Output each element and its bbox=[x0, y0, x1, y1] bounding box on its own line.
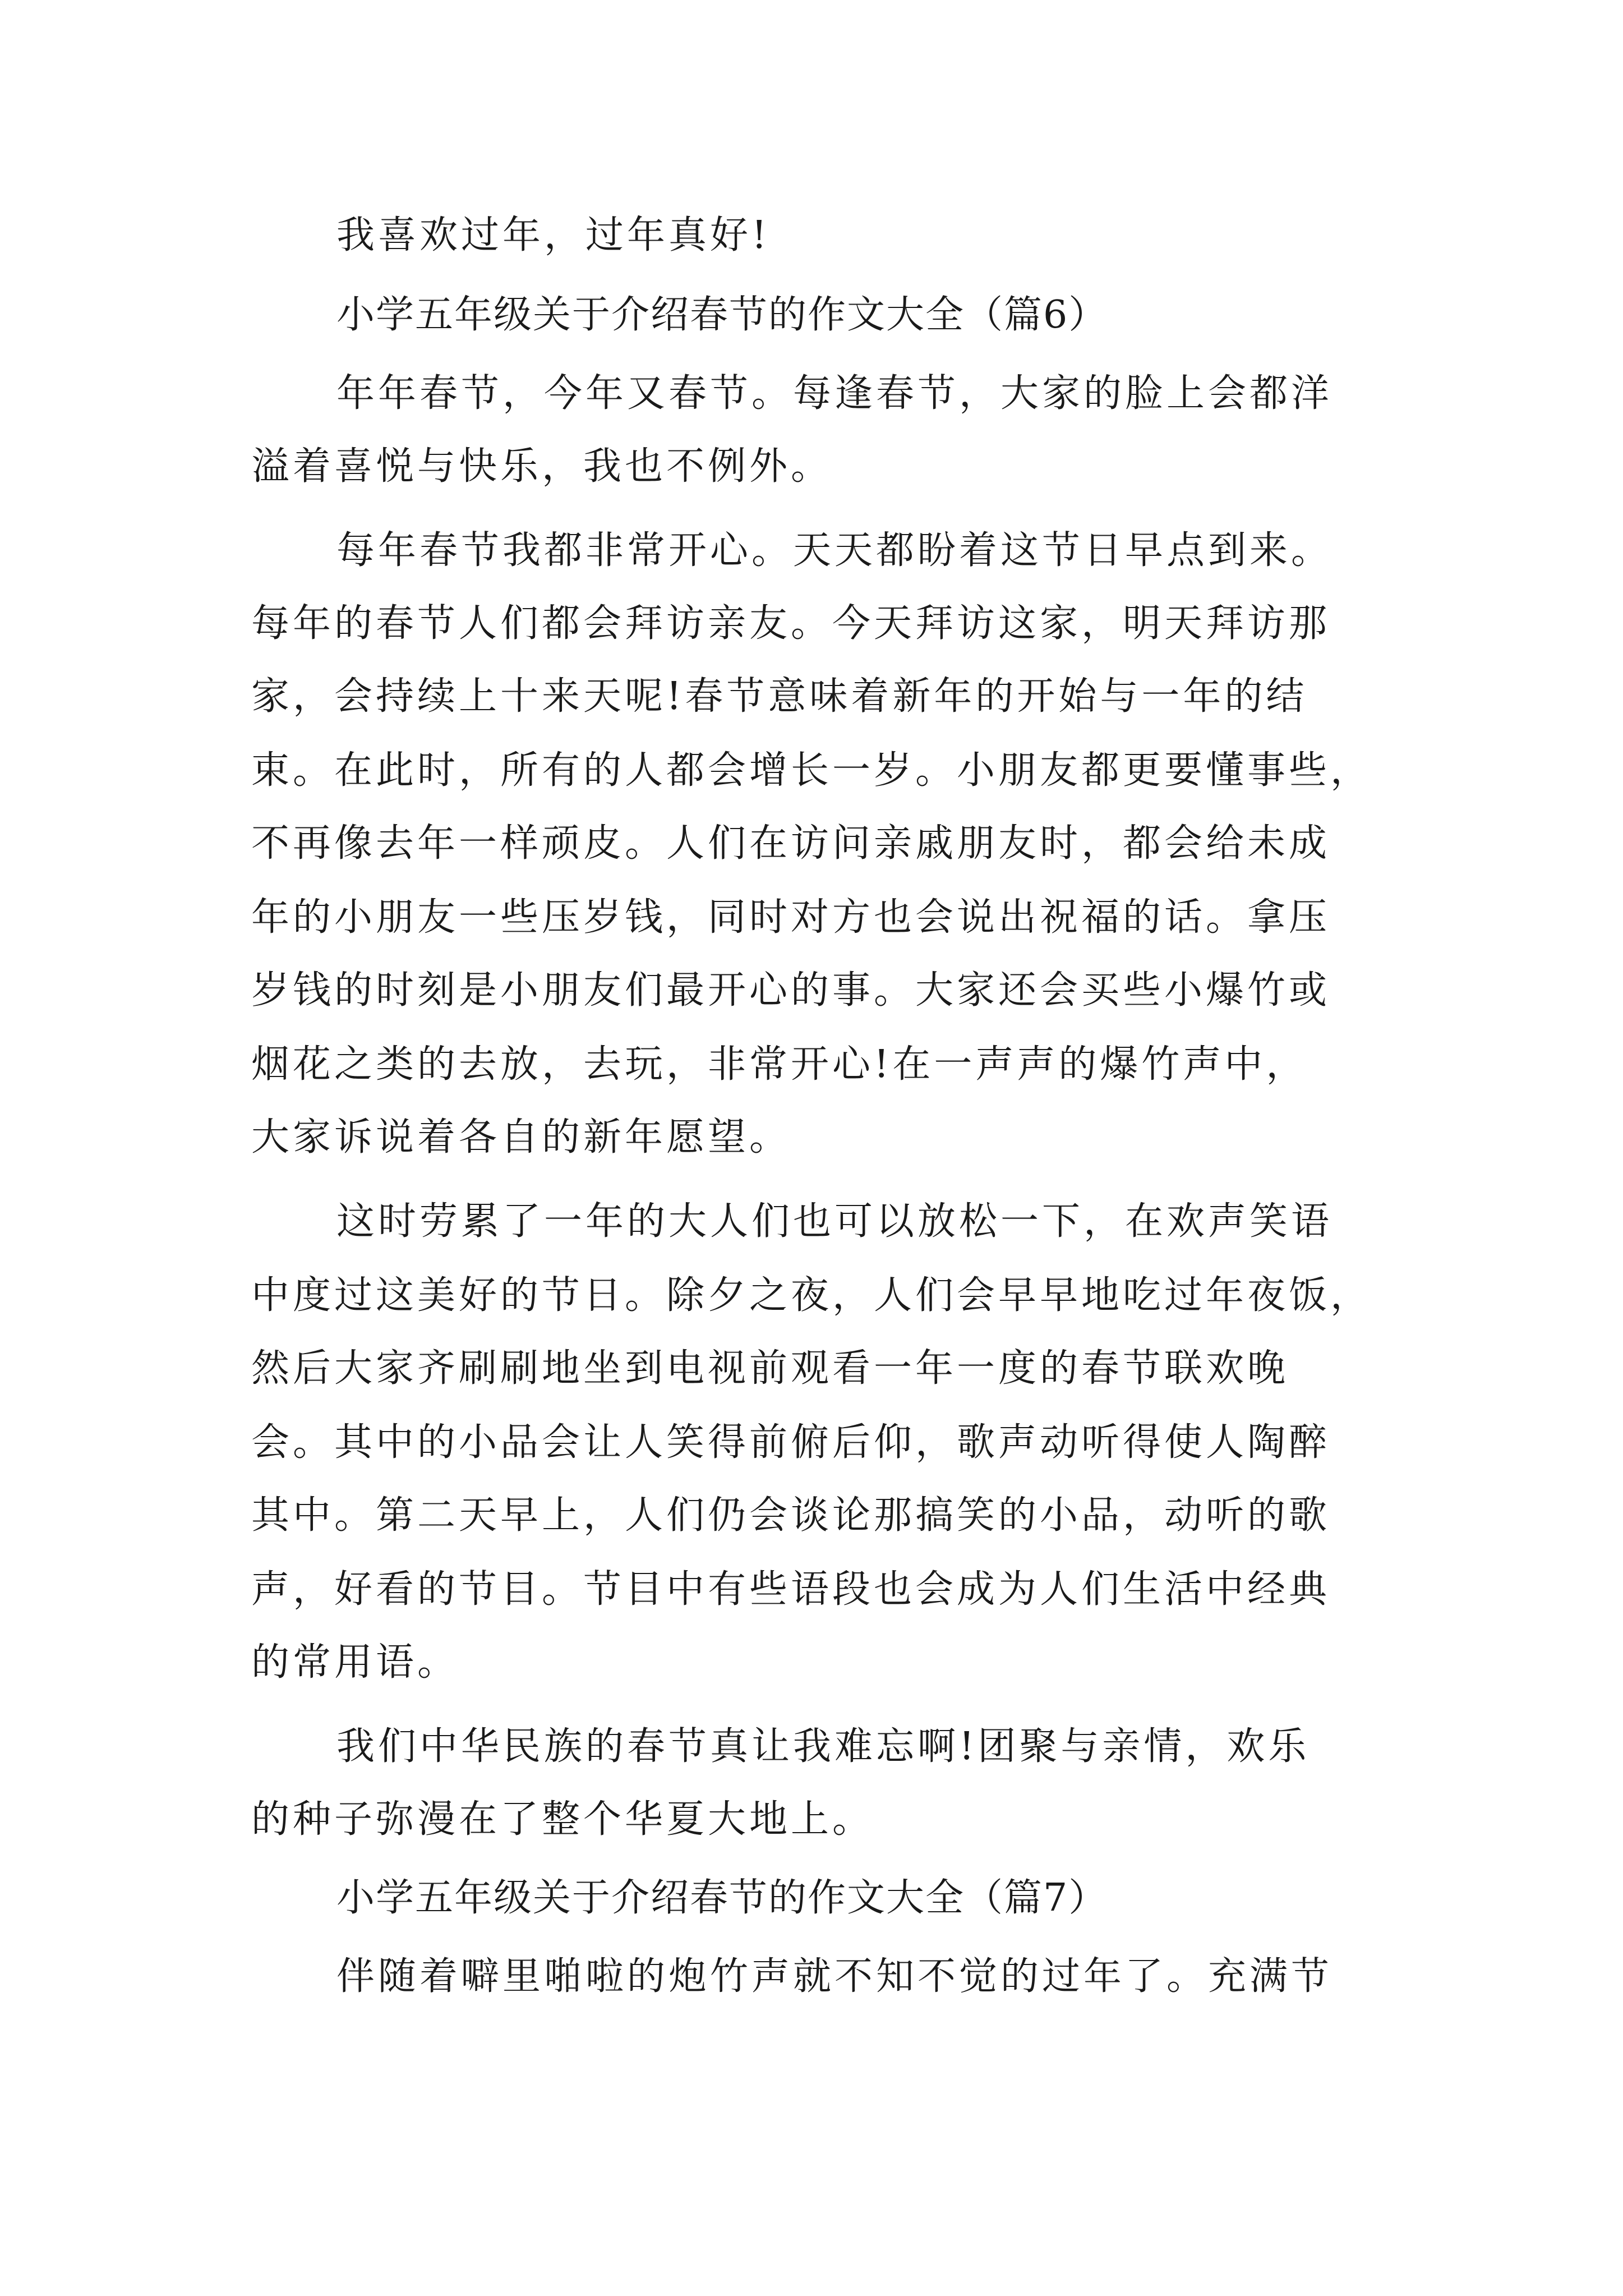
paragraph-line: 这时劳累了一年的大人们也可以放松一下，在欢声笑语 bbox=[336, 1199, 1333, 1244]
paragraph-line: 岁钱的时刻是小朋友们最开心的事。大家还会买些小爆竹或 bbox=[251, 968, 1331, 1013]
paragraph-line: 我们中华民族的春节真让我难忘啊!团聚与亲情，欢乐 bbox=[336, 1724, 1310, 1769]
paragraph-line: 声，好看的节目。节目中有些语段也会成为人们生活中经典 bbox=[251, 1567, 1331, 1612]
paragraph-line: 中度过这美好的节日。除夕之夜，人们会早早地吃过年夜饭， bbox=[251, 1273, 1372, 1318]
paragraph-line: 其中。第二天早上，人们仍会谈论那搞笑的小品，动听的歌 bbox=[251, 1493, 1331, 1538]
paragraph-line: 每年的春节人们都会拜访亲友。今天拜访这家，明天拜访那 bbox=[251, 601, 1331, 646]
paragraph-line: 家，会持续上十来天呢!春节意味着新年的开始与一年的结 bbox=[251, 674, 1308, 719]
paragraph-line: 会。其中的小品会让人笑得前俯后仰，歌声动听得使人陶醉 bbox=[251, 1420, 1331, 1465]
paragraph-line: 的常用语。 bbox=[251, 1640, 459, 1685]
paragraph-line: 每年春节我都非常开心。天天都盼着这节日早点到来。 bbox=[336, 528, 1333, 573]
paragraph-line: 然后大家齐刷刷地坐到电视前观看一年一度的春节联欢晚 bbox=[251, 1346, 1289, 1391]
paragraph-line: 烟花之类的去放，去玩，非常开心!在一声声的爆竹声中， bbox=[251, 1042, 1308, 1087]
paragraph-line: 我喜欢过年，过年真好! bbox=[336, 213, 771, 257]
paragraph-line: 伴随着噼里啪啦的炮竹声就不知不觉的过年了。充满节 bbox=[336, 1954, 1333, 1999]
paragraph-line: 不再像去年一样顽皮。人们在访问亲戚朋友时，都会给未成 bbox=[251, 821, 1331, 866]
paragraph-line: 束。在此时，所有的人都会增长一岁。小朋友都更要懂事些， bbox=[251, 748, 1372, 793]
section-heading: 小学五年级关于介绍春节的作文大全（篇7） bbox=[336, 1876, 1108, 1920]
section-heading: 小学五年级关于介绍春节的作文大全（篇6） bbox=[336, 293, 1108, 337]
paragraph-line: 大家诉说着各自的新年愿望。 bbox=[251, 1115, 791, 1159]
paragraph-line: 溢着喜悦与快乐，我也不例外。 bbox=[251, 444, 833, 489]
paragraph-line: 年年春节，今年又春节。每逢春节，大家的脸上会都洋 bbox=[336, 371, 1333, 416]
paragraph-line: 的种子弥漫在了整个华夏大地上。 bbox=[251, 1797, 874, 1842]
paragraph-line: 年的小朋友一些压岁钱，同时对方也会说出祝福的话。拿压 bbox=[251, 895, 1331, 940]
